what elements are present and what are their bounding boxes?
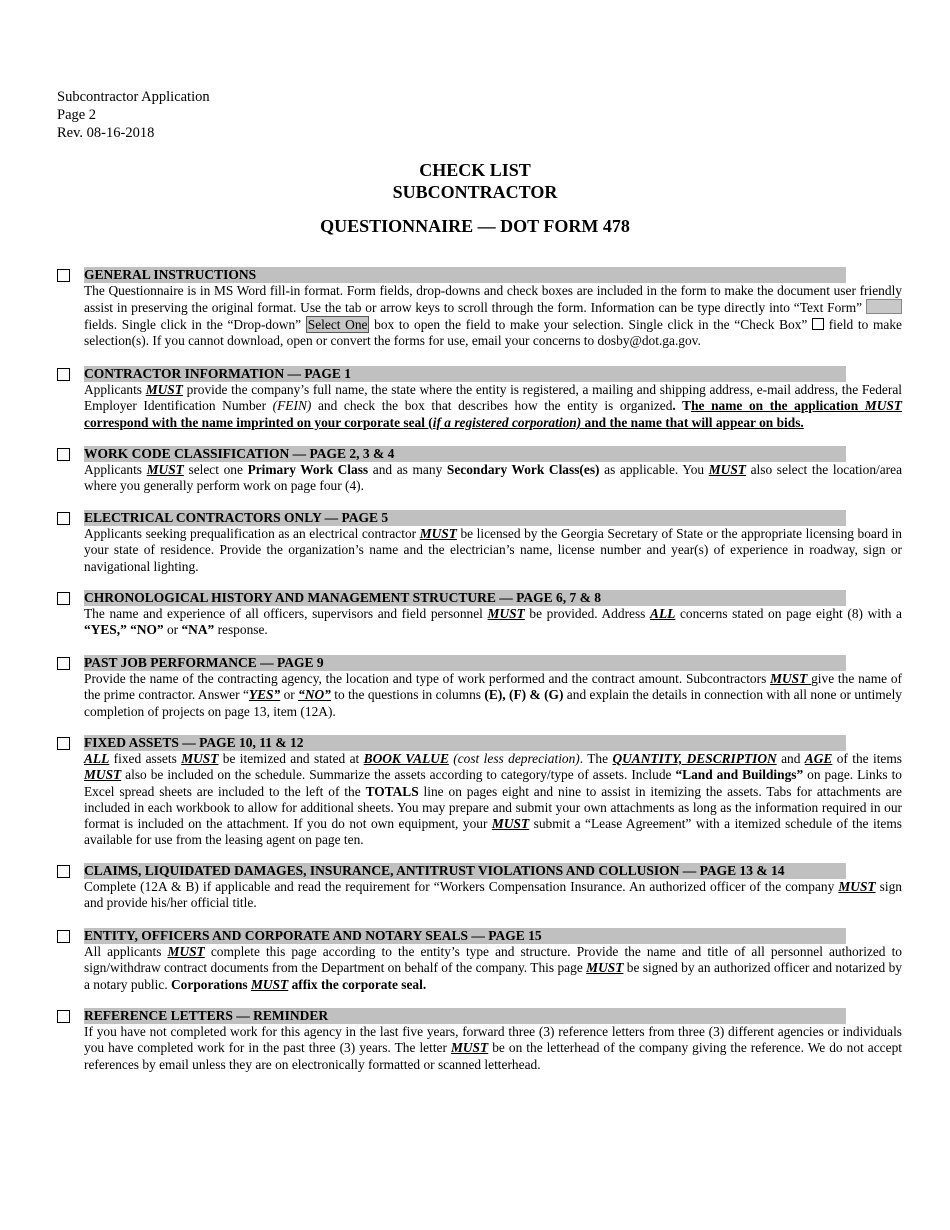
title-line-3: QUESTIONNAIRE — DOT FORM 478 bbox=[320, 216, 630, 236]
text-run: BOOK VALUE bbox=[363, 751, 449, 766]
checklist-section bbox=[57, 655, 902, 720]
text-run: QUANTITY, DESCRIPTION bbox=[612, 751, 777, 766]
text-run: field to make selection(s). If you cannot download, open or convert the forms for use, email your concerns to dosby@dot.ga.gov. bbox=[84, 316, 903, 348]
section-checkbox[interactable] bbox=[57, 1010, 70, 1023]
text-run: also be included on the schedule. Summarize the assets according to category/type of assets. Include bbox=[121, 767, 676, 783]
checklist-section bbox=[57, 590, 902, 639]
text-run: . T bbox=[672, 398, 692, 414]
section-checkbox[interactable] bbox=[57, 657, 70, 670]
section-checkbox[interactable] bbox=[57, 737, 70, 750]
text-run: line on pages eight and nine to assist in itemizing the assets. Tabs for attachments are included in each workbook to allow for additional sheets. You may prepare and submit your own attachments as long as the information required in our format is included on the attachment. If you do not own equipment, your bbox=[84, 783, 903, 832]
section-body bbox=[84, 879, 902, 912]
text-run: MUST bbox=[487, 606, 525, 621]
header-line-page: Page 2 bbox=[57, 107, 97, 123]
text-run: fixed assets bbox=[109, 751, 182, 766]
section-checkbox[interactable] bbox=[57, 368, 70, 381]
text-run: MUST bbox=[838, 879, 876, 894]
text-run: and the name that will appear on bids. bbox=[581, 414, 804, 430]
text-run: or bbox=[280, 687, 299, 703]
text-run: give the name of the prime contractor. Answer “ bbox=[84, 671, 903, 703]
text-run: “NO” bbox=[298, 687, 331, 703]
text-run: be itemized and stated at bbox=[218, 751, 364, 766]
text-run: If you have not completed work for this agency in the last five years, forward three (3) reference letters from three (3) different agencies or individuals you have completed work for in the past three (3) years. The letter bbox=[84, 1024, 902, 1056]
sample-checkbox-icon bbox=[812, 318, 824, 330]
checklist-section bbox=[57, 267, 902, 349]
section-heading: WORK CODE CLASSIFICATION — PAGE 2, 3 & 4 bbox=[84, 446, 846, 462]
checklist-section bbox=[57, 1008, 902, 1073]
text-run: or bbox=[163, 622, 182, 638]
text-run: MUST bbox=[491, 816, 530, 832]
text-run: response. bbox=[214, 622, 268, 638]
text-run: AGE bbox=[804, 751, 833, 766]
text-run: MUST bbox=[586, 960, 624, 976]
text-run: provide the company’s full name, the state where the entity is registered, a mailing and shipping address, e-mail address, the Federal Employer Identification Number bbox=[84, 382, 902, 414]
section-body bbox=[84, 606, 902, 639]
text-run: be on the letterhead of the company giving the reference. We do not accept references by email unless they are on electronically formatted or scanned letterhead. bbox=[84, 1040, 902, 1072]
text-run: correspond with the name imprinted on your corporate seal ( bbox=[84, 414, 433, 430]
text-run: as applicable. You bbox=[599, 462, 709, 477]
section-body bbox=[84, 526, 902, 575]
section-body bbox=[84, 944, 902, 993]
text-run: concerns stated on page eight (8) with a bbox=[675, 606, 903, 621]
section-body bbox=[84, 751, 902, 849]
section-heading: ELECTRICAL CONTRACTORS ONLY — PAGE 5 bbox=[84, 510, 846, 526]
text-run: Provide the name of the contracting agency, the location and type of work performed and the contract amount. Subcontractors bbox=[84, 671, 771, 686]
text-run: Applicants bbox=[84, 462, 147, 477]
section-checkbox[interactable] bbox=[57, 930, 70, 943]
text-run: ALL bbox=[650, 606, 676, 621]
sample-text-form-field bbox=[866, 299, 902, 314]
section-checkbox[interactable] bbox=[57, 269, 70, 282]
text-run: select one bbox=[183, 462, 248, 477]
section-heading: FIXED ASSETS — PAGE 10, 11 & 12 bbox=[84, 735, 846, 751]
text-run: and check the box that describes how the entity is organized bbox=[311, 398, 673, 414]
section-heading: REFERENCE LETTERS — REMINDER bbox=[84, 1008, 846, 1024]
document-header bbox=[57, 88, 210, 142]
title-line-1: CHECK LIST bbox=[419, 160, 531, 180]
text-run: MUST bbox=[84, 767, 122, 783]
checklist-section bbox=[57, 446, 902, 495]
section-checkbox[interactable] bbox=[57, 448, 70, 461]
checklist-section bbox=[57, 735, 902, 849]
section-heading: CONTRACTOR INFORMATION — PAGE 1 bbox=[84, 366, 846, 382]
text-run: Applicants bbox=[84, 382, 146, 397]
text-run: he name on the application bbox=[691, 398, 865, 414]
section-checkbox[interactable] bbox=[57, 865, 70, 878]
section-body bbox=[84, 671, 902, 720]
text-run: also select the location/area where you generally perform work on page four (4). bbox=[84, 462, 903, 494]
section-body bbox=[84, 462, 902, 495]
text-run: “YES,” “NO” bbox=[84, 622, 164, 638]
text-run: Primary Work Class bbox=[247, 462, 369, 477]
text-run: ALL bbox=[84, 751, 110, 766]
text-run: Complete (12A & B) if applicable and read the requirement for “Workers Compensation Insurance. An authorized officer of the company bbox=[84, 879, 839, 894]
section-heading: CLAIMS, LIQUIDATED DAMAGES, INSURANCE, ANTITRUST VIOLATIONS AND COLLUSION — PAGE 13 & 14 bbox=[84, 863, 846, 879]
text-run: and explain the details in connection with all none or untimely completion of projects on page 13, item (12A). bbox=[84, 687, 902, 719]
checklist-section bbox=[57, 510, 902, 575]
section-heading: ENTITY, OFFICERS AND CORPORATE AND NOTARY SEALS — PAGE 15 bbox=[84, 928, 846, 944]
header-line-title: Subcontractor Application bbox=[57, 89, 210, 105]
section-heading: PAST JOB PERFORMANCE — PAGE 9 bbox=[84, 655, 846, 671]
section-body bbox=[84, 283, 902, 349]
text-run: MUST bbox=[864, 398, 902, 414]
text-run: All applicants bbox=[84, 944, 168, 959]
section-heading: GENERAL INSTRUCTIONS bbox=[84, 267, 846, 283]
text-run: Corporations bbox=[171, 976, 251, 992]
text-run: and bbox=[776, 751, 805, 766]
section-body bbox=[84, 382, 902, 431]
title-line-2: SUBCONTRACTOR bbox=[392, 182, 558, 202]
text-run: be provided. Address bbox=[524, 606, 651, 621]
text-run: . The bbox=[579, 751, 613, 766]
sample-dropdown-field: Select One bbox=[307, 316, 368, 332]
text-run: (E), (F) & (G) bbox=[484, 687, 564, 703]
text-run: Secondary Work Class(es) bbox=[446, 462, 600, 477]
text-run: YES” bbox=[248, 687, 281, 703]
header-line-revision: Rev. 08-16-2018 bbox=[57, 125, 155, 141]
section-heading: CHRONOLOGICAL HISTORY AND MANAGEMENT STRUCTURE — PAGE 6, 7 & 8 bbox=[84, 590, 846, 606]
text-run: The name and experience of all officers, supervisors and field personnel bbox=[84, 606, 488, 621]
text-run: to the questions in columns bbox=[330, 687, 485, 703]
text-run: MUST bbox=[419, 526, 457, 541]
section-body bbox=[84, 1024, 902, 1073]
text-run: affix the corporate seal. bbox=[288, 976, 427, 992]
section-checkbox[interactable] bbox=[57, 592, 70, 605]
text-run: be signed by an authorized officer and notarized by a notary public. bbox=[84, 960, 903, 992]
checklist-section bbox=[57, 928, 902, 993]
text-run: and as many bbox=[368, 462, 447, 477]
text-run: The Questionnaire is in MS Word fill-in format. Form fields, drop-downs and check boxes are included in the form to make the document user friendly assist in preserving the original format. Use the tab or arrow keys to scroll through the form. Information can be type directly into “Text Form” bbox=[84, 283, 902, 316]
section-checkbox[interactable] bbox=[57, 512, 70, 525]
text-run: MUST bbox=[167, 944, 205, 959]
text-run: MUST bbox=[251, 976, 289, 992]
text-run: box to open the field to make your selection. Single click in the “Check Box” bbox=[369, 316, 813, 332]
text-run: MUST bbox=[146, 462, 184, 477]
text-run: “NA” bbox=[181, 622, 215, 638]
text-run: MUST bbox=[770, 671, 812, 686]
text-run: if a registered corporation) bbox=[432, 414, 582, 430]
text-run: MUST bbox=[450, 1040, 489, 1056]
text-run: sign and provide his/her official title. bbox=[84, 879, 902, 911]
text-run: fields. Single click in the “Drop-down” bbox=[84, 316, 306, 332]
text-run: TOTALS bbox=[365, 783, 419, 799]
text-run: MUST bbox=[181, 751, 219, 766]
checklist-section bbox=[57, 863, 902, 912]
text-run: of the items bbox=[832, 751, 902, 766]
text-run: (FEIN) bbox=[272, 398, 312, 414]
text-run: be licensed by the Georgia Secretary of State or the appropriate licensing board in your state of residence. Provide the organization’s name and the electrician’s name, license number and year(s) of experience in roadway, sign or navigational lighting. bbox=[84, 526, 903, 574]
text-run: submit a “Lease Agreement” with a itemized schedule of the items available for use from the leasing agent on page ten. bbox=[84, 816, 902, 848]
text-run: (cost less depreciation) bbox=[448, 751, 580, 766]
text-run: MUST bbox=[145, 382, 183, 397]
text-run: Applicants seeking prequalification as an electrical contractor bbox=[84, 526, 420, 541]
text-run: MUST bbox=[708, 462, 746, 477]
checklist-section bbox=[57, 366, 902, 431]
text-run: complete this page according to the entity’s type and structure. Provide the name and title of all personnel authorized to sign/withdraw contract documents from the Department on behalf of the company. This page bbox=[84, 944, 902, 976]
text-run: “Land and Buildings” bbox=[675, 767, 804, 783]
text-run: on page. Links to Excel spread sheets are included to the left of the bbox=[84, 767, 902, 799]
